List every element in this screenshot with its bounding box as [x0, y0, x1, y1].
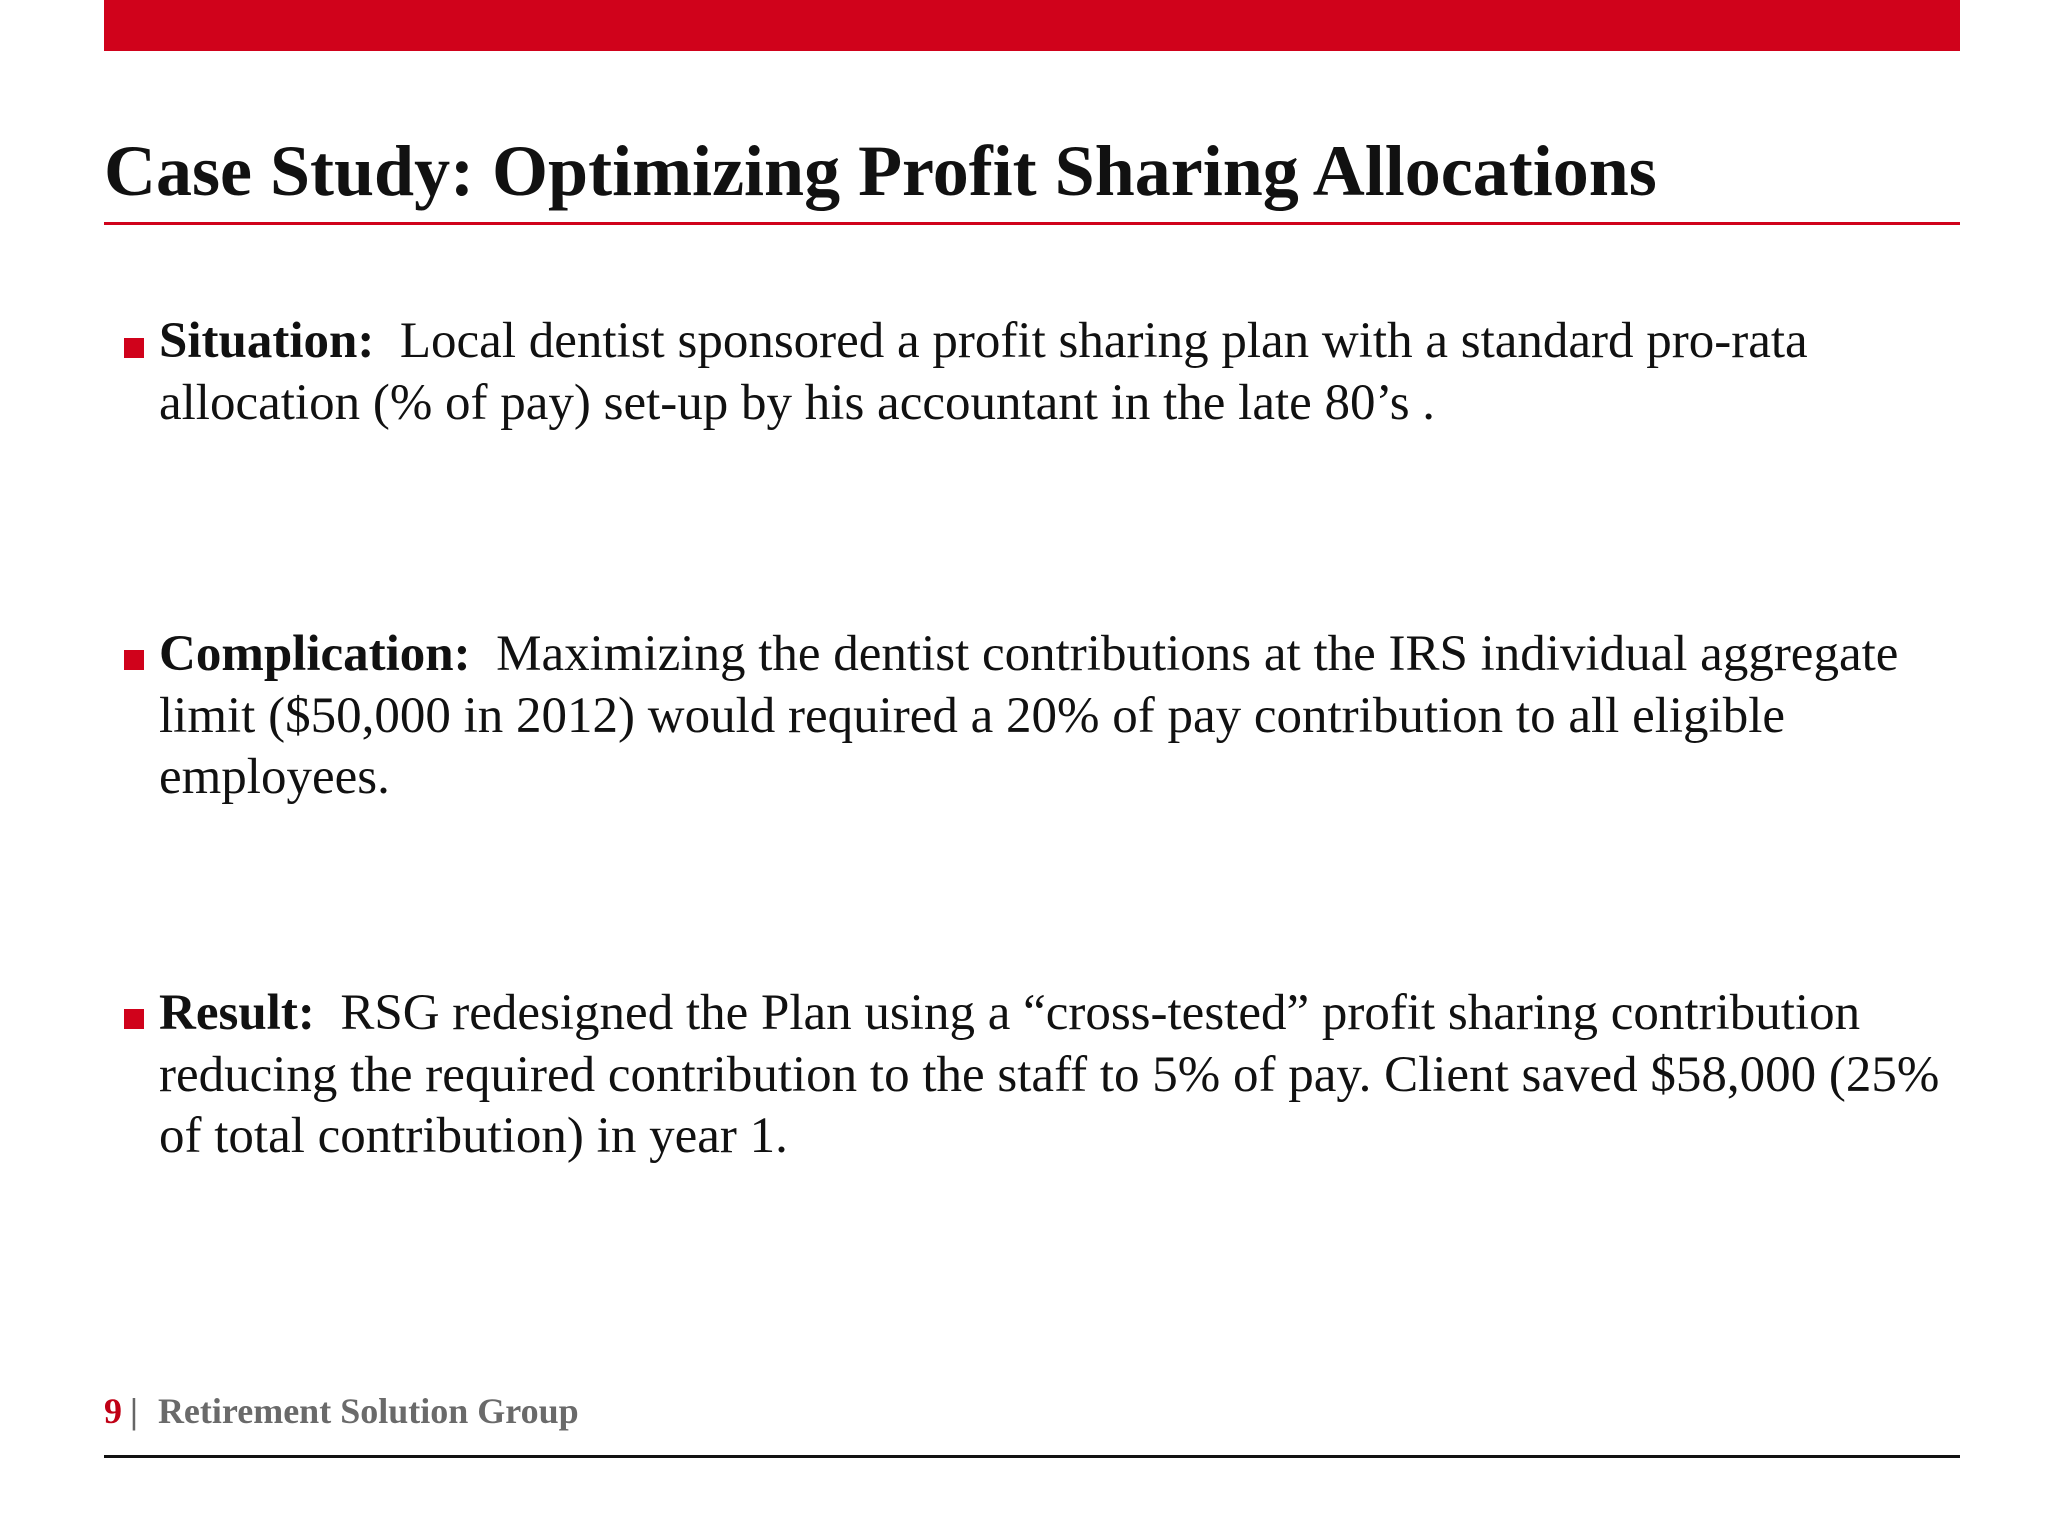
- bullet-complication-heading: Complication:: [159, 626, 471, 682]
- bullet-situation: [124, 311, 1944, 434]
- bullet-complication-body: Maximizing the dentist contributions at the IRS individual aggregate limit ($50,000 in 2012) would required a 20% of pay contribution to all eligible employees.: [159, 626, 1899, 805]
- bullet-result-body: RSG redesigned the Plan using a “cross-tested” profit sharing contribution reducing the required contribution to the staff to 5% of pay. Client saved $58,000 (25% of total contribution) in year 1.: [159, 985, 1940, 1164]
- bullet-situation-text: [159, 311, 1944, 434]
- bullet-result-heading: Result:: [159, 985, 315, 1041]
- footer-rule: [104, 1455, 1960, 1458]
- square-bullet-icon: [124, 338, 144, 358]
- bullet-complication: [124, 624, 1944, 809]
- top-accent-bar: [104, 0, 1960, 51]
- square-bullet-icon: [124, 650, 144, 670]
- page-number: 9: [104, 1391, 122, 1431]
- bullet-situation-heading: Situation:: [159, 313, 375, 369]
- bullet-result: [124, 983, 1944, 1168]
- bullet-complication-text: [159, 624, 1944, 809]
- square-bullet-icon: [124, 1009, 144, 1029]
- bullet-situation-body: Local dentist sponsored a profit sharing plan with a standard pro-rata allocation (% of pay) set-up by his accountant in the late 80’s .: [159, 313, 1808, 431]
- slide-footer: [104, 1386, 579, 1436]
- bullet-result-text: [159, 983, 1944, 1168]
- title-underline: [104, 222, 1960, 225]
- slide-title: Case Study: Optimizing Profit Sharing Allocations: [104, 131, 1657, 211]
- footer-separator: |: [130, 1391, 138, 1431]
- organization-name: Retirement Solution Group: [157, 1391, 579, 1431]
